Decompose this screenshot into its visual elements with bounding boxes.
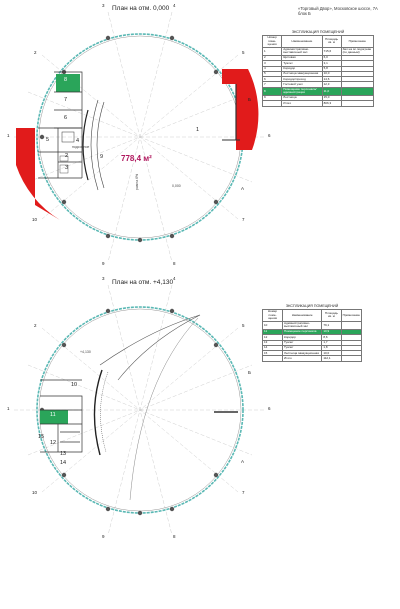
table-caption: ЭКСПЛИКАЦИЯ ПОМЕЩЕНИЙ (291, 30, 345, 34)
table-cell: 12,3 (322, 82, 341, 87)
table-cell (263, 101, 282, 106)
plan1-room-number: 1 (196, 127, 200, 133)
table-header-cell: Примечание (341, 36, 373, 48)
table-cell: 112,1 (322, 356, 341, 361)
table-cell: 5,8 (322, 66, 341, 71)
plan1-columns (40, 36, 218, 242)
plan2-axis-label: Б (248, 370, 251, 375)
plan2-room-number: 13 (60, 451, 67, 457)
plan1-room-number: 9 (100, 154, 104, 160)
table-cell: 79,1 (322, 321, 341, 329)
plan2-axis-label: 8 (173, 534, 176, 539)
plan1-drawing (14, 12, 266, 262)
plan2-axis-label: 3 (102, 276, 105, 281)
table-cell: Щитовая (282, 55, 322, 60)
table-cell (341, 87, 373, 95)
plan2-mezzanine-edge (100, 315, 200, 380)
plan1-axis-label: 6 (268, 133, 271, 138)
table-cell: 15,0 (322, 95, 341, 100)
table-cell: Итого (282, 356, 321, 361)
table-header-cell: Наименование (282, 310, 321, 322)
table-cell: 3,1 (322, 61, 341, 66)
table-cell: 8 (263, 87, 282, 95)
table-cell: 4 (263, 66, 282, 71)
plan2-axis-label: 10 (32, 490, 38, 495)
plan2-small-label: +4,130 (80, 350, 91, 354)
plan2-axis-label: 1 (7, 406, 10, 411)
table-cell: Коридор (282, 66, 322, 71)
table-cell: 6 (263, 77, 282, 82)
table-cell: 2 (263, 55, 282, 60)
plan1-axis-label: 2 (34, 50, 37, 55)
table-cell: 11,0 (322, 87, 341, 95)
table-cell: 11 (263, 329, 283, 334)
plan1-room-number: 7 (64, 97, 68, 103)
plan2-axis-label: 5 (242, 323, 245, 328)
table-cell: 1,7 (322, 340, 341, 345)
plan2-axis-label: 9 (102, 534, 105, 539)
plan1-axis-label: 4 (173, 3, 176, 8)
plan2-drawing (14, 285, 266, 535)
plan1-red-zone-right (222, 69, 258, 150)
table-cell: Гостевой узел (282, 82, 322, 87)
table-cell: Итого (282, 101, 322, 106)
plan1-axis-label: 7 (242, 217, 245, 222)
plan2-axis-label: 2 (34, 323, 37, 328)
plan1-room-number: 3 (65, 165, 69, 171)
table-cell (341, 321, 361, 329)
table-cell: 806,3 (322, 101, 341, 106)
table-total-row (263, 101, 374, 106)
plan1-title: План на отм. 0,000 (112, 5, 170, 12)
table-cell: 14 (263, 345, 283, 350)
plan2-room-number: 14 (60, 460, 67, 466)
table-cell: Лестница (282, 95, 322, 100)
plan1-room-number: 2 (65, 153, 69, 159)
plan2-stair (94, 370, 102, 455)
table-cell: 8,6 (322, 335, 341, 340)
plan1-axis-label: 8 (173, 261, 176, 266)
plan2-axis-label: А (241, 459, 245, 464)
plan1-small-label: 0,000 (172, 184, 181, 188)
plan2-axis-label: 7 (242, 490, 245, 495)
table-cell: Административно-выставочный зал (282, 47, 322, 55)
plan1-room-table (262, 30, 374, 107)
table-cell (341, 356, 361, 361)
plan2-axis-label: 6 (268, 406, 271, 411)
plan1-axis-label: 9 (102, 261, 105, 266)
plan1-room-number: 5 (46, 137, 50, 143)
table-cell: 715,6 (322, 47, 341, 55)
table-cell: 15 (263, 351, 283, 356)
table-header-row (263, 310, 362, 322)
table-cell: Туалет (282, 340, 321, 345)
table-header-row (263, 36, 374, 48)
table-cell (341, 101, 373, 106)
table-header-cell: Примечание (341, 310, 361, 322)
plan1-room-number: 4 (76, 138, 80, 144)
plan2-title: План на отм. +4,130 (112, 279, 174, 286)
plan1-room-number: 8 (64, 77, 68, 83)
table-cell: Лестница эвакуационная (282, 71, 322, 76)
table-cell: Коридор/проход (282, 77, 322, 82)
table-cell: 1,8 (322, 345, 341, 350)
plan1-small-label: рампа 6% (135, 173, 139, 190)
address-line-1: «Торговый Двор», Московское шоссе, 7А (298, 6, 378, 11)
table-cell: 10 (263, 321, 283, 329)
table-header-cell: Площадь кв. м (322, 36, 341, 48)
table-row (263, 47, 374, 55)
plan2-room-number: 11 (50, 412, 56, 418)
table-cell: 10,0 (322, 351, 341, 356)
table-cell: 7 (263, 82, 282, 87)
table-cell: Коридор (282, 335, 321, 340)
table-cell: 10,9 (322, 329, 341, 334)
table-cell: 5 (263, 71, 282, 76)
table-cell: Помещение персонала (282, 329, 321, 334)
table-cell: Зал на эл.подогреве (по данным) (341, 47, 373, 55)
plan2-room-number: 12 (50, 440, 57, 446)
table-cell: Лестница эвакуационная (282, 351, 321, 356)
table-cell: 13 (263, 340, 283, 345)
table-header-cell: Наименование (282, 36, 322, 48)
table-header-cell: Номер поме-щения (263, 36, 282, 48)
table-cell (263, 356, 283, 361)
plan1-axis-label: 3 (102, 3, 105, 8)
table-cell: 10,0 (322, 71, 341, 76)
table-caption: ЭКСПЛИКАЦИЯ ПОМЕЩЕНИЙ (285, 304, 339, 308)
plan2-room-number: 15 (38, 434, 45, 440)
table-cell: Туалет (282, 345, 321, 350)
plan1-axis-label: Б (248, 97, 251, 102)
table-row (263, 321, 362, 329)
plan2-room-table (262, 304, 362, 362)
plan1-axis-label: 1 (7, 133, 10, 138)
plan1-red-zone-left (16, 128, 60, 220)
table-header-cell: Площадь кв. м (322, 310, 341, 322)
table-total-row (263, 356, 362, 361)
table-cell: Туалет (282, 61, 322, 66)
table-cell: 14,6 (322, 77, 341, 82)
address-line-2: блок Б (298, 11, 311, 17)
table-cell: 1 (263, 47, 282, 55)
table-cell: Помещение персонала/администрации (282, 87, 322, 95)
table-cell: Административно-выставочный зал (282, 321, 321, 329)
plan1-axis-grid (14, 12, 266, 262)
table-cell: 3 (263, 61, 282, 66)
plan1-axis-label: 10 (32, 217, 38, 222)
plan1-small-label: подсобное (72, 145, 90, 149)
table-cell: 12 (263, 335, 283, 340)
table-header-cell: Номер поме-щения (263, 310, 283, 322)
plan2-room-number: 10 (71, 382, 78, 388)
plan1-room-number: 6 (64, 115, 68, 121)
plan1-area-label: 778,4 м² (121, 154, 152, 163)
table-cell: 6,0 (322, 55, 341, 60)
plan1-axis-label: А (241, 186, 245, 191)
plan1-room-8-fill (56, 74, 80, 92)
plan1-axis-label: 5 (242, 50, 245, 55)
table-row (263, 87, 374, 95)
plan2-axis-label: 4 (173, 276, 176, 281)
table-cell: 9 (263, 95, 282, 100)
